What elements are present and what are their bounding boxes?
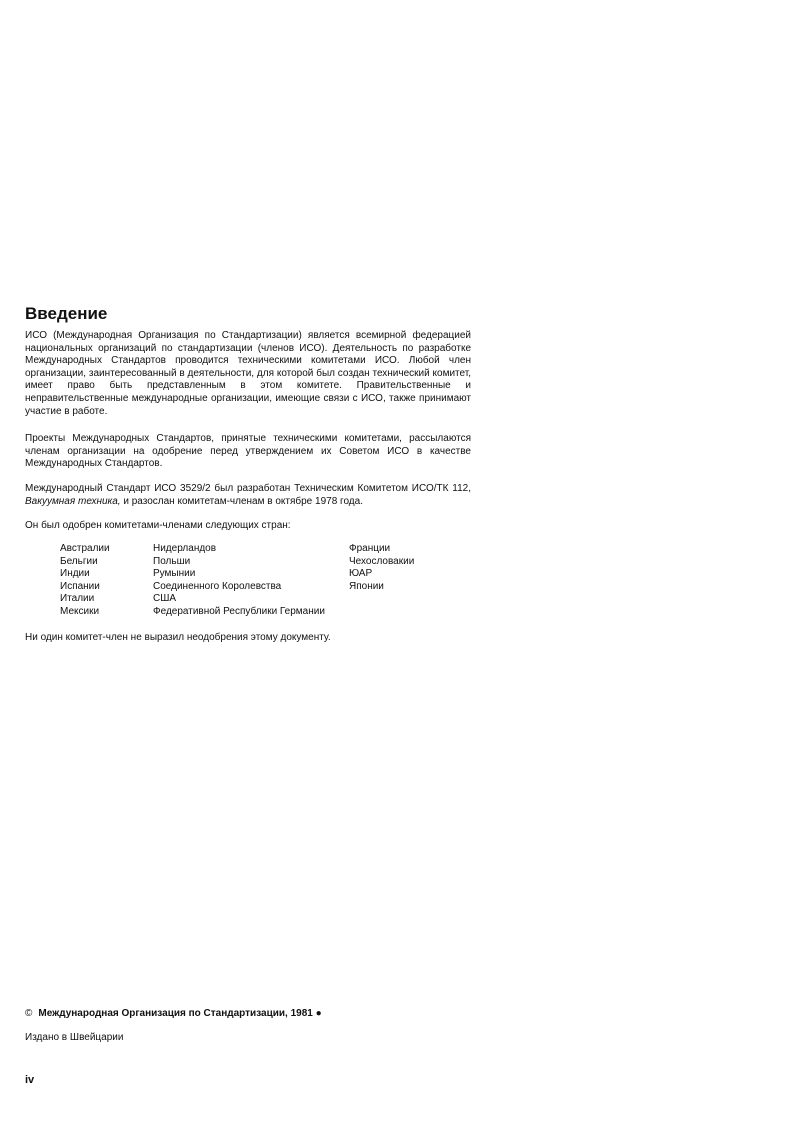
imprint-line: Издано в Швейцарии [25, 1032, 124, 1043]
country-list-column-1 [60, 543, 110, 619]
intro-paragraph-2: Проекты Международных Стандартов, принятые техническими комитетами, рассылаются членам организации на одобрение перед утверждением их Советом ИСО в качестве Международных Стандартов. [25, 433, 471, 470]
country-item: Мексики [60, 605, 100, 617]
country-item: Франции [349, 543, 391, 554]
country-item: Индии [60, 568, 90, 580]
country-item: Федеративной Республики Германии [153, 605, 325, 617]
copyright-notice [25, 1008, 322, 1019]
country-item: Японии [349, 580, 384, 592]
country-item: Румынии [153, 568, 196, 580]
copyright-symbol: © [25, 1008, 33, 1019]
intro-paragraph-1: ИСО (Международная Организация по Стандартизации) является всемирной федерацией национальных организаций по стандартизации (членов ИСО). Деятельность по разработке Международных Стандартов проводится техническими комитетами ИСО. Любой член организации, заинтересованный в деятельности, для которой был создан технический комитет, имеет право быть представленным в этом комитете. Правительственные и неправительственные международные организации, имеющие связи с ИСО, также принимают участие в работе. [25, 330, 471, 417]
paragraph-3-text-end: и разослан комитетам-членам в октябре 1978 года. [120, 495, 363, 507]
page-number: iv [25, 1074, 35, 1086]
country-item: Испании [60, 580, 100, 592]
country-item: Соединенного Королевства [153, 580, 282, 592]
country-list-column-2 [153, 543, 325, 619]
country-item: Чехословакии [349, 555, 415, 567]
country-item: Польши [153, 555, 191, 567]
country-item: Австралии [60, 543, 110, 554]
country-item: Италии [60, 593, 95, 605]
section-heading: Введение [25, 304, 108, 323]
country-item: ЮАР [349, 568, 373, 580]
committee-title: Вакуумная техника, [25, 495, 121, 507]
country-list-column-3 [349, 543, 414, 593]
country-item: Нидерландов [153, 543, 217, 554]
country-item: Бельгии [60, 555, 98, 567]
country-item: США [153, 593, 177, 605]
copyright-text: Международная Организация по Стандартизации, 1981 ● [38, 1008, 322, 1019]
approval-statement: Он был одобрен комитетами-членами следующих стран: [25, 520, 291, 531]
disapproval-statement: Ни один комитет-член не выразил неодобрения этому документу. [25, 632, 331, 643]
paragraph-3-text-start: Международный Стандарт ИСО 3529/2 был разработан Техническим Комитетом ИСО/ТК 112, [25, 483, 471, 494]
intro-paragraph-3 [25, 483, 471, 508]
